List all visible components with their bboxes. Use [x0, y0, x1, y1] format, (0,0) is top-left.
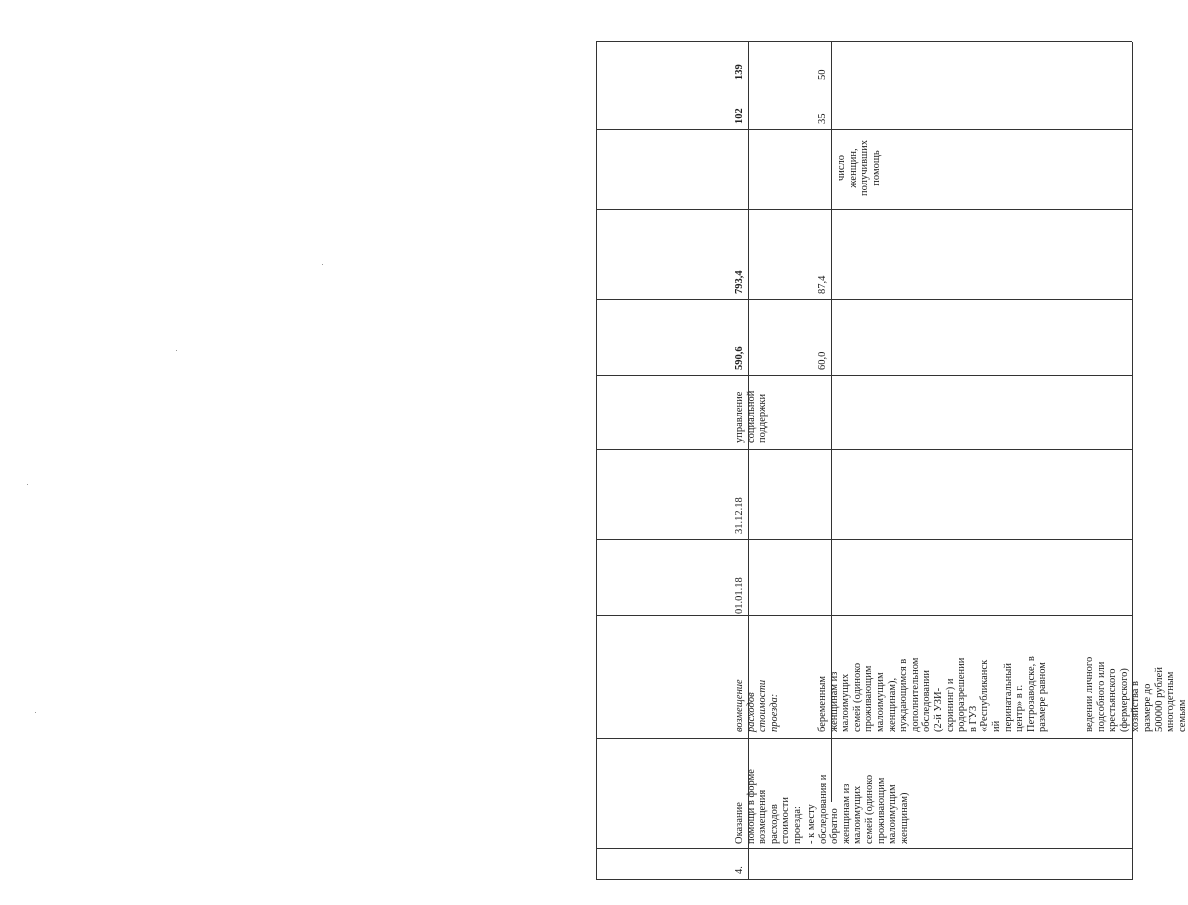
finance-total-1: 590,6: [734, 346, 745, 370]
scan-speck: [35, 712, 36, 713]
col-divider-fin1: [596, 299, 1132, 300]
row-number: 4.: [734, 866, 745, 874]
table-border-bottom: [1132, 42, 1133, 880]
value-total-1: 102: [734, 108, 745, 124]
indicator-text: число женщин, получивших помощь: [836, 139, 882, 197]
col-divider-fin2: [596, 209, 1132, 210]
scan-speck: [322, 264, 323, 265]
value-sub-2: 50: [817, 69, 828, 80]
table-border-top: [596, 42, 597, 880]
prev-row-criteria-text: ведении личного подсобного или крестьянского (фермерского) хозяйства в размере до 500000 рублей многодетным семьям: [1084, 656, 1188, 732]
finance-sub-1: 60,0: [817, 351, 828, 370]
col-divider-val: [596, 41, 1132, 42]
col-divider-exec: [596, 375, 1132, 376]
measure-subtext: - к месту обследования и обратно женщинам из малоимущих семей (одиноко проживающим малоимущим женщинам): [806, 774, 910, 844]
col-divider-number: [596, 848, 1132, 849]
col-divider-measure: [596, 738, 1132, 739]
col-divider-indicator: [596, 129, 1132, 130]
finance-sub-2: 87,4: [817, 275, 828, 294]
scan-speck: [176, 350, 177, 351]
table-border-left: [596, 879, 1132, 880]
finance-total-2: 793,4: [734, 270, 745, 294]
executor: управление социальной поддержки: [734, 390, 769, 443]
criteria-subtext: беременным женщинам из малоимущих семей (одиноко проживающим малоимущим женщинам), нуждающимся в дополнительном обследовании (2-й УЗИ- скрининг) и родоразрешении в ГУЗ «Республиканск ий перинатальный центр» в г. Петрозаводске, в размере равном: [817, 656, 1049, 732]
scan-speck: [27, 484, 28, 485]
col-divider-start: [596, 539, 1132, 540]
value-sub-1: 35: [817, 113, 828, 124]
date-end: 31.12.18: [734, 497, 745, 534]
value-total-2: 139: [734, 64, 745, 80]
date-start: 01.01.18: [734, 577, 745, 614]
criteria-title: возмещение расходов стоимости проезда:: [734, 679, 780, 732]
rotated-table: [596, 30, 1188, 880]
col-divider-criteria: [596, 615, 1132, 616]
measure-title: Оказание помощи в форме возмещения расходов стоимости проезда:: [734, 769, 803, 844]
col-divider-end: [596, 449, 1132, 450]
